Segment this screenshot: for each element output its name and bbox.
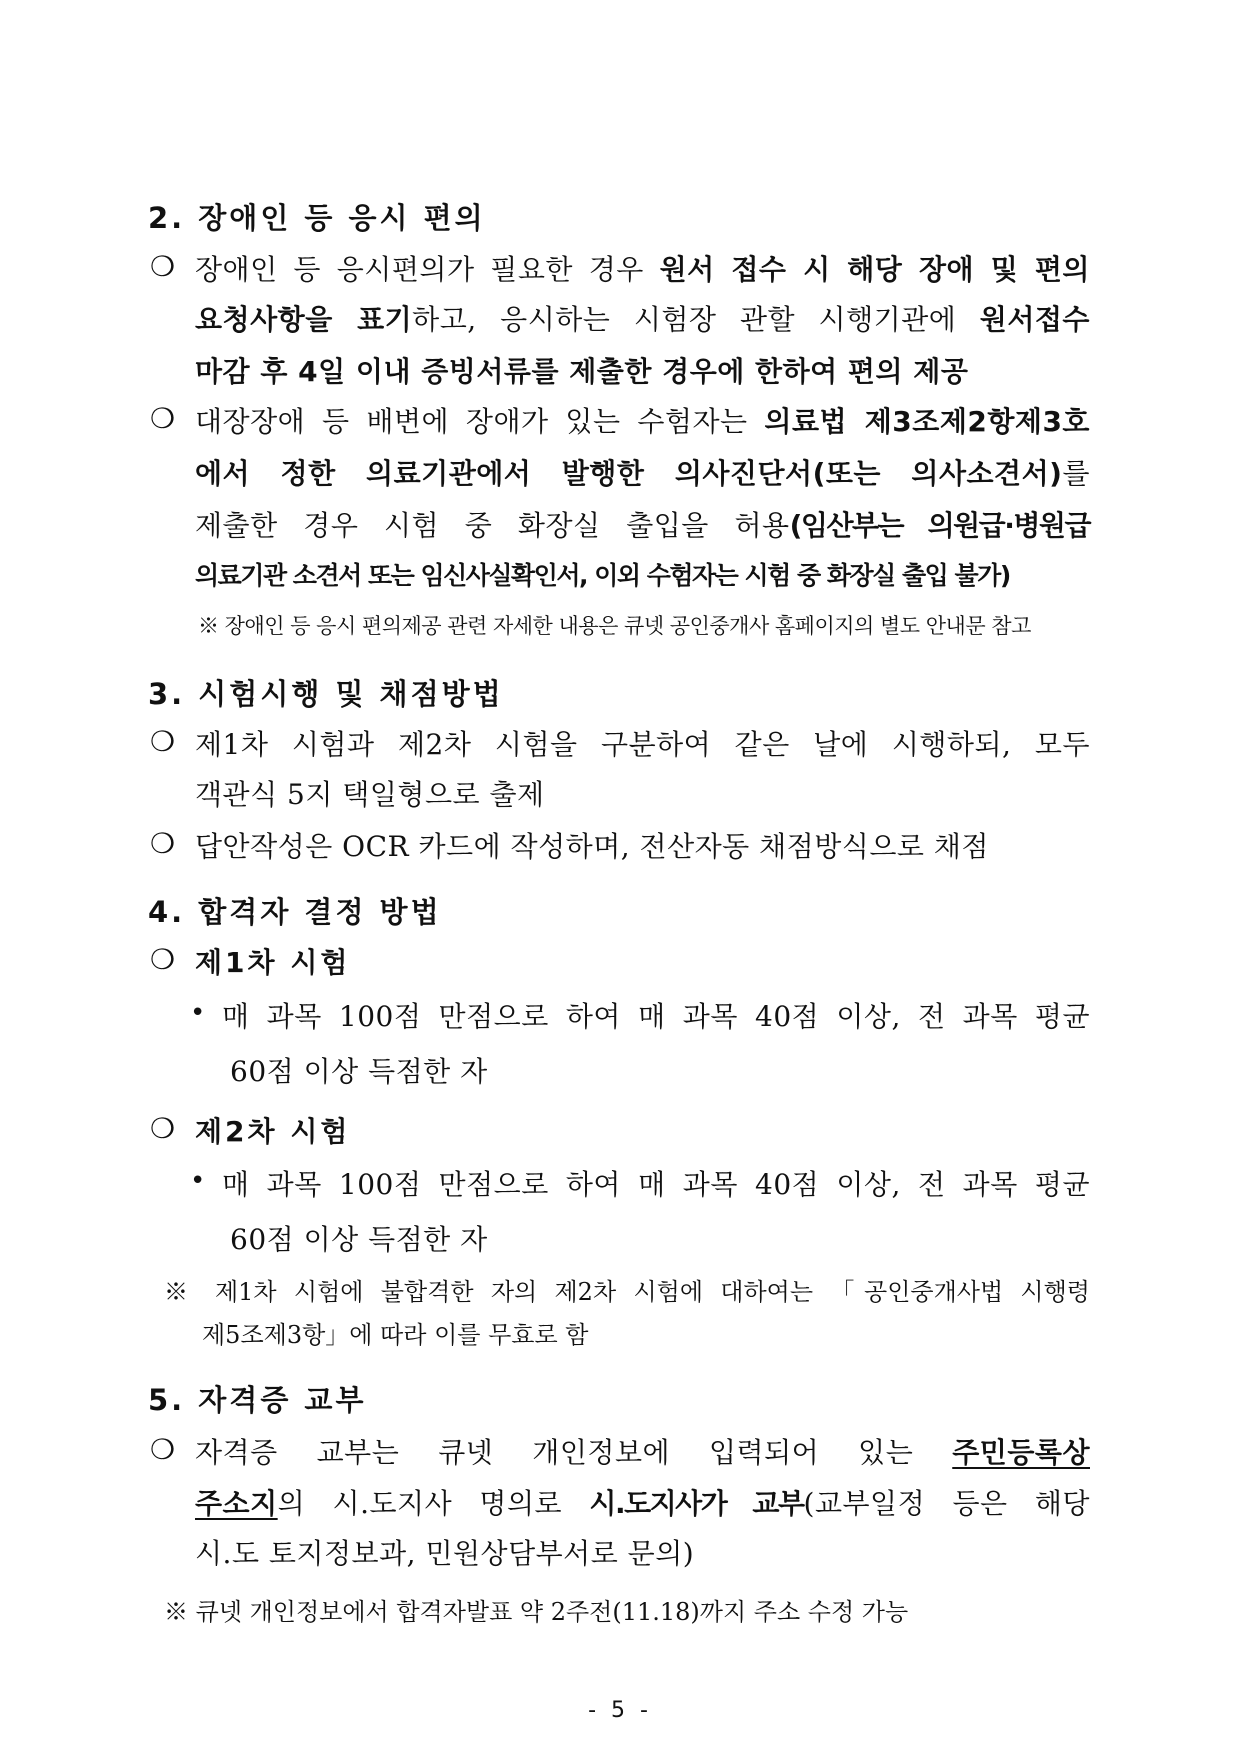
- s4-sub2-title: 제2차 시험: [195, 1115, 351, 1148]
- circle-bullet-icon: ❍: [150, 1112, 176, 1145]
- section-3-heading: 3. 시험시행 및 채점방법: [148, 677, 504, 711]
- circle-bullet-icon: ❍: [150, 250, 176, 283]
- s2-b2-line3: 제출한 경우 시험 중 화장실 출입을 허용(임산부는 의원급·병원급: [195, 509, 1090, 542]
- s4-sub1-line2: 60점 이상 득점한 자: [230, 1055, 488, 1088]
- section-5-heading: 5. 자격증 교부: [148, 1383, 367, 1417]
- circle-bullet-icon: ❍: [150, 1433, 176, 1466]
- s4-sub1-title: 제1차 시험: [195, 946, 351, 979]
- s5-b1-line2: 주소지의 시.도지사 명의로 시.도지사가 교부(교부일정 등은 해당: [195, 1487, 1090, 1520]
- s3-b2-line1: 답안작성은 OCR 카드에 작성하며, 전산자동 채점방식으로 채점: [195, 830, 989, 863]
- s3-b1-line1: 제1차 시험과 제2차 시험을 구분하여 같은 날에 시행하되, 모두: [195, 728, 1090, 761]
- s3-b1-line2: 객관식 5지 택일형으로 출제: [195, 778, 545, 811]
- s2-b2-line4: 의료기관 소견서 또는 임신사실확인서, 이외 수험자는 시험 중 화장실 출입 불가): [195, 561, 1010, 590]
- s4-sub2-line2: 60점 이상 득점한 자: [230, 1223, 488, 1256]
- s2-note: ※ 장애인 등 응시 편의제공 관련 자세한 내용은 큐넷 공인중개사 홈페이지의 별도 안내문 참고: [198, 614, 1031, 638]
- s2-b2-line1: 대장장애 등 배변에 장애가 있는 수험자는 의료법 제3조제2항제3호: [195, 405, 1090, 438]
- page-number: - 5 -: [588, 1698, 652, 1723]
- s5-b1-line3: 시.도 토지정보과, 민원상담부서로 문의): [195, 1537, 695, 1570]
- s2-b2-line2: 에서 정한 의료기관에서 발행한 의사진단서(또는 의사소견서)를: [195, 457, 1090, 490]
- s2-b1-line1: 장애인 등 응시편의가 필요한 경우 원서 접수 시 해당 장애 및 편의: [195, 253, 1090, 286]
- s4-note-line2: 제5조제3항」에 따라 이를 무효로 함: [202, 1321, 589, 1349]
- circle-bullet-icon: ❍: [150, 725, 176, 758]
- s2-b1-line2: 요청사항을 표기하고, 응시하는 시험장 관할 시행기관에 원서접수: [195, 303, 1090, 336]
- s4-sub1-line1: 매 과목 100점 만점으로 하여 매 과목 40점 이상, 전 과목 평균: [222, 1000, 1090, 1033]
- section-4-heading: 4. 합격자 결정 방법: [148, 895, 442, 929]
- s4-note-line1: ※ 제1차 시험에 불합격한 자의 제2차 시험에 대하여는 「공인중개사법 시행령: [164, 1278, 1090, 1306]
- dot-bullet-icon: •: [190, 1166, 206, 1196]
- circle-bullet-icon: ❍: [150, 827, 176, 860]
- circle-bullet-icon: ❍: [150, 402, 176, 435]
- s4-sub2-line1: 매 과목 100점 만점으로 하여 매 과목 40점 이상, 전 과목 평균: [222, 1168, 1090, 1201]
- circle-bullet-icon: ❍: [150, 943, 176, 976]
- s5-b1-line1: 자격증 교부는 큐넷 개인정보에 입력되어 있는 주민등록상: [195, 1436, 1090, 1469]
- s5-note: ※ 큐넷 개인정보에서 합격자발표 약 2주전(11.18)까지 주소 수정 가능: [164, 1598, 909, 1626]
- dot-bullet-icon: •: [190, 998, 206, 1028]
- section-2-heading: 2. 장애인 등 응시 편의: [148, 201, 486, 235]
- s2-b1-line3: 마감 후 4일 이내 증빙서류를 제출한 경우에 한하여 편의 제공: [195, 355, 969, 388]
